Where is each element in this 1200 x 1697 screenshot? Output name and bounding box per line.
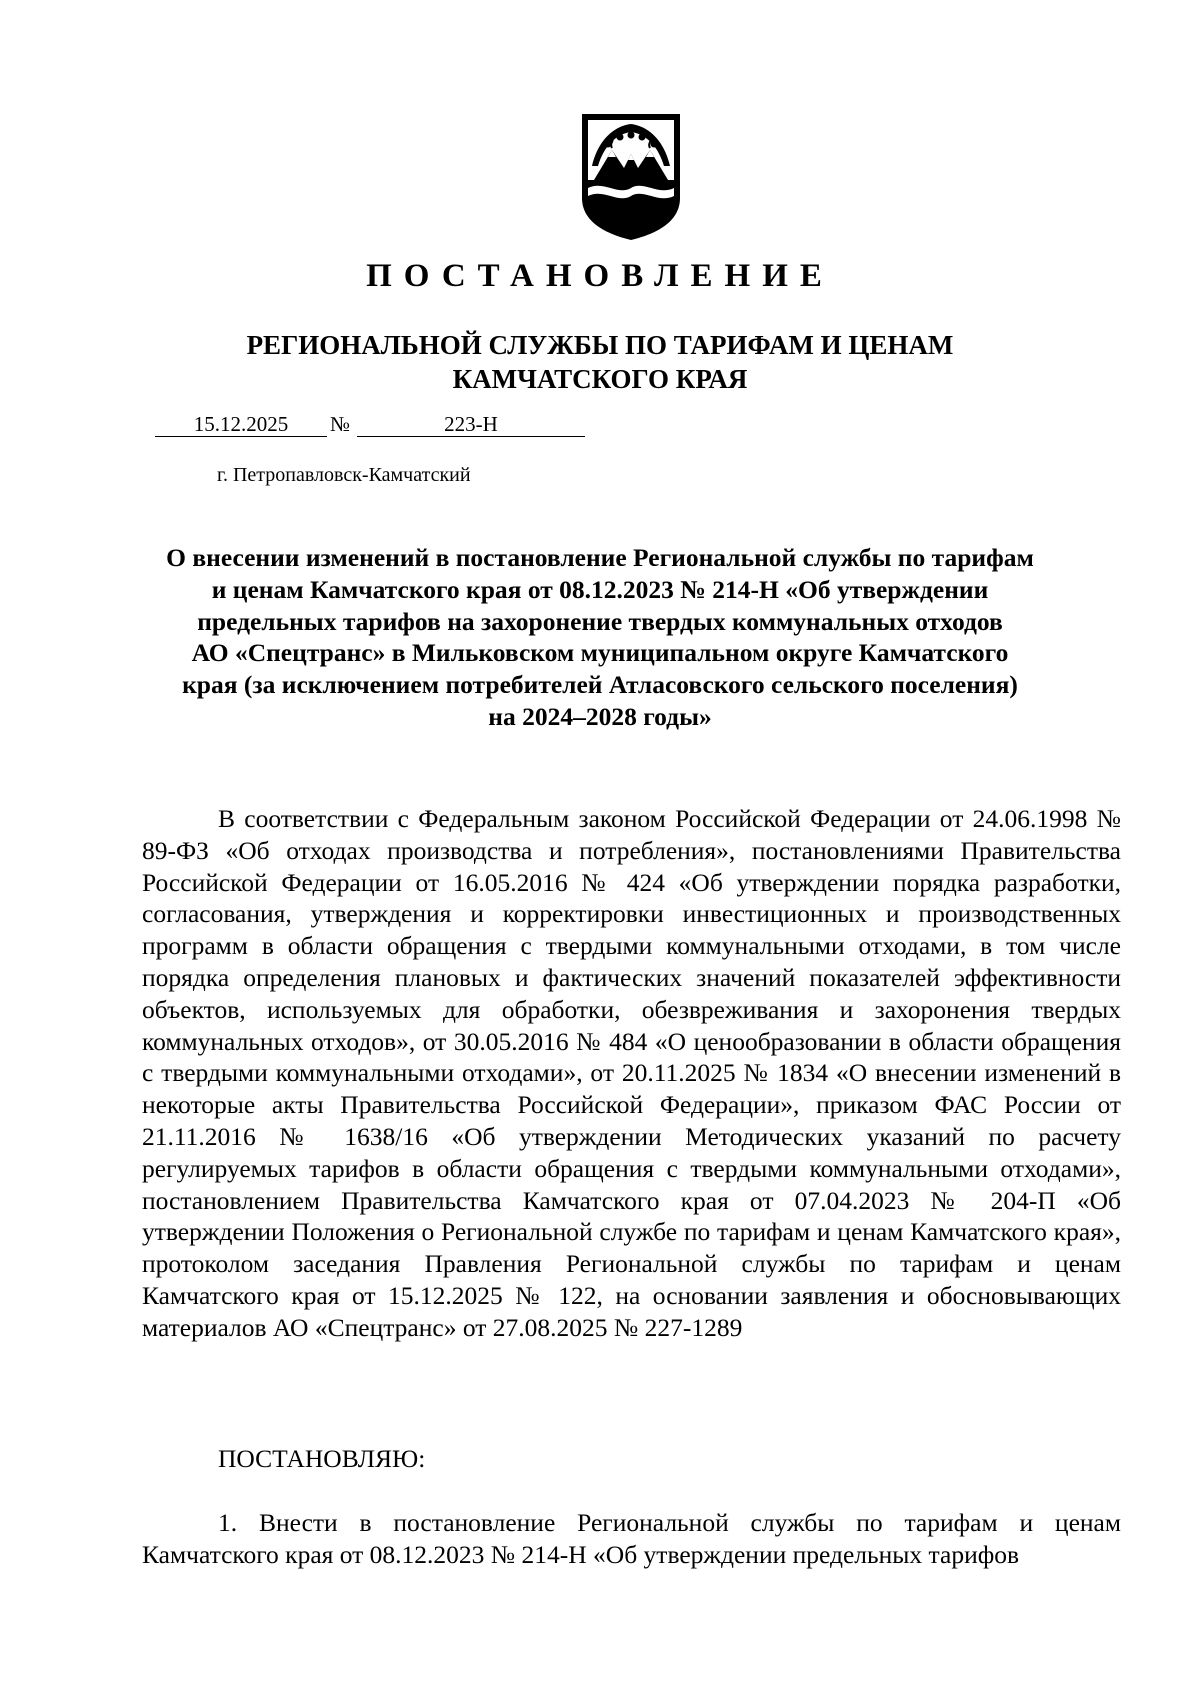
- title-line: и ценам Камчатского края от 08.12.2023 № 214-Н «Об утверждении: [211, 574, 989, 604]
- issuer-line: КАМЧАТСКОГО КРАЯ: [452, 364, 748, 394]
- place-of-issue: г. Петропавловск-Камчатский: [217, 464, 471, 486]
- item-1-text: 1. Внести в постановление Региональной службы по тарифам и ценам Камчатского края от 08.12.2023 № 214-Н «Об утверждении предельных тарифов: [142, 1508, 1121, 1569]
- item-1-paragraph: [142, 1507, 1121, 1571]
- title-line: предельных тарифов на захоронение твердых коммунальных отходов: [197, 606, 1003, 636]
- preamble-paragraph: [142, 803, 1121, 1344]
- kamchatka-coat-of-arms-icon: [578, 110, 684, 242]
- decree-word: ПОСТАНОВЛЯЮ:: [218, 1444, 426, 1473]
- title-line: О внесении изменений в постановление Региональной службы по тарифам: [166, 543, 1034, 572]
- title-line: АО «Спецтранс» в Мильковском муниципальном округе Камчатского: [191, 638, 1009, 668]
- issuer-line: РЕГИОНАЛЬНОЙ СЛУЖБЫ ПО ТАРИФАМ И ЦЕНАМ: [246, 330, 954, 360]
- registration-number-sign: №: [330, 412, 351, 436]
- document-title: [110, 542, 1090, 733]
- preamble-text: В соответствии с Федеральным законом Российской Федерации от 24.06.1998 № 89-ФЗ «Об отходах производства и потребления», постановлениями Правительства Российской Федерации от 16.05.2016 № 424 «Об утверждении порядка разработки, согласования, утверждения и корректировки инвестиционных и производственных программ в области обращения с твердыми коммунальными отходами, в том числе порядка определения плановых и фактических значений показателей эффективности объектов, используемых для обработки, обезвреживания и захоронения твердых коммунальных отходов», от 30.05.2016 № 484 «О ценообразовании в области обращения с твердыми коммунальными отходами», от 20.11.2025 № 1834 «О внесении изменений в некоторые акты Правительства Российской Федерации», приказом ФАС России от 21.11.2016 № 1638/16 «Об утверждении Методических указаний по расчету регулируемых тарифов в области обращения с твердыми коммунальными отходами», постановлением Правительства Камчатского края от 07.04.2023 № 204-П «Об утверждении Положения о Региональной службе по тарифам и ценам Камчатского края», протоколом заседания Правления Региональной службы по тарифам и ценам Камчатского края от 15.12.2025 № 122, на основании заявления и обосновывающих материалов АО «Спецтранс» от 27.08.2025 № 227-1289: [142, 804, 1121, 1342]
- registration-number: 223-Н: [357, 412, 585, 437]
- document-type-heading: ПОСТАНОВЛЕНИЕ: [366, 258, 834, 294]
- title-line: края (за исключением потребителей Атласовского сельского поселения): [182, 670, 1018, 700]
- registration-date: 15.12.2025: [155, 412, 327, 437]
- title-line: на 2024–2028 годы»: [488, 701, 712, 731]
- issuer-heading: [0, 328, 1200, 396]
